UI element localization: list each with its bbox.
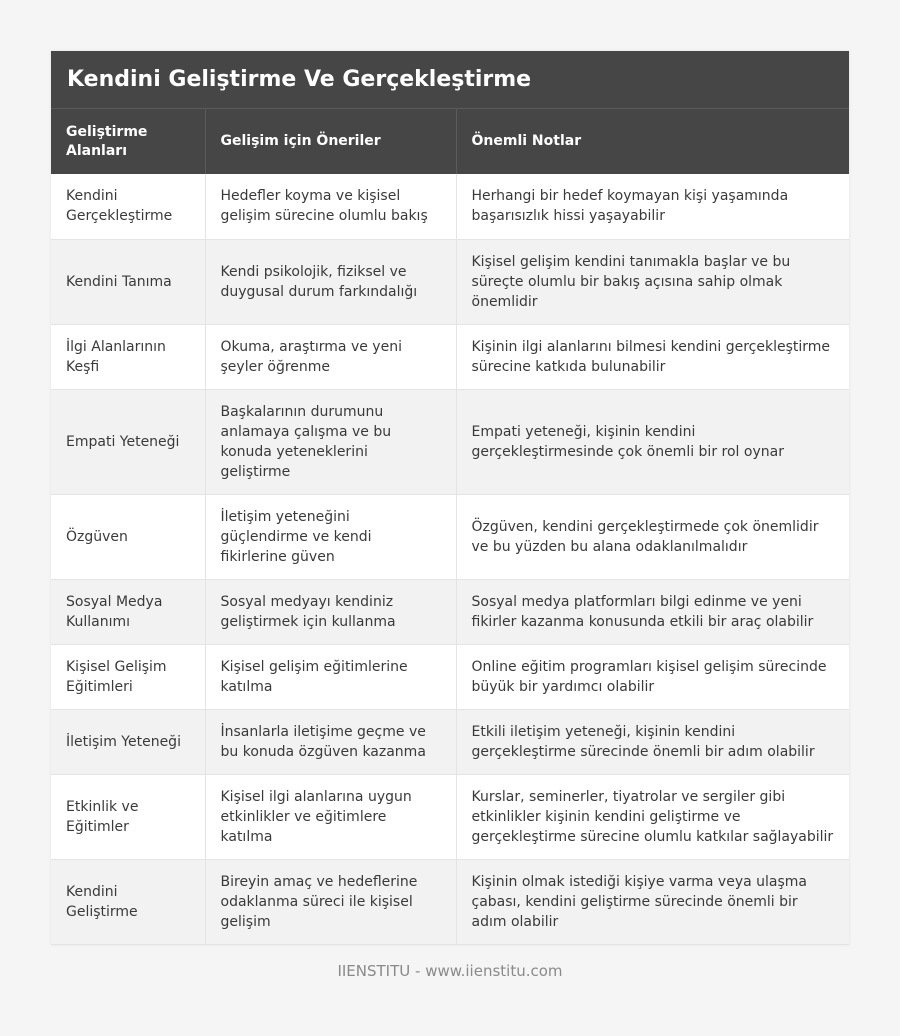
table-row [51,774,849,859]
table-row [51,644,849,709]
footer-credit: IIENSTITU - www.iienstitu.com [337,962,563,980]
cell-suggestion: İletişim yeteneğini güçlendirme ve kendi fikirlerine güven [205,494,456,579]
cell-suggestion: Hedefler koyma ve kişisel gelişim sürecine olumlu bakış [205,174,456,239]
cell-area: Sosyal Medya Kullanımı [51,579,205,644]
cell-suggestion: Kişisel gelişim eğitimlerine katılma [205,644,456,709]
cell-suggestion: Sosyal medyayı kendiniz geliştirmek için kullanma [205,579,456,644]
table-row [51,389,849,494]
cell-suggestion: Başkalarının durumunu anlamaya çalışma ve bu konuda yeteneklerini geliştirme [205,389,456,494]
header-row [51,109,849,174]
cell-suggestion: Kişisel ilgi alanlarına uygun etkinlikler ve eğitimlere katılma [205,774,456,859]
cell-note: Herhangi bir hedef koymayan kişi yaşamında başarısızlık hissi yaşayabilir [456,174,849,239]
cell-area: Kendini Geliştirme [51,859,205,944]
cell-area: Kendini Tanıma [51,239,205,324]
cell-suggestion: Okuma, araştırma ve yeni şeyler öğrenme [205,324,456,389]
cell-note: Özgüven, kendini gerçekleştirmede çok önemlidir ve bu yüzden bu alana odaklanılmalıdır [456,494,849,579]
table-row [51,709,849,774]
table-row [51,579,849,644]
cell-note: Kurslar, seminerler, tiyatrolar ve sergiler gibi etkinlikler kişinin kendini geliştirme ve gerçekleştirme sürecine olumlu katkılar sağlayabilir [456,774,849,859]
column-header-suggestions: Gelişim için Öneriler [205,109,456,174]
table-row [51,239,849,324]
cell-note: Kişinin olmak istediği kişiye varma veya ulaşma çabası, kendini geliştirme sürecinde önemli bir adım olabilir [456,859,849,944]
cell-area: Empati Yeteneği [51,389,205,494]
cell-suggestion: Kendi psikolojik, fiziksel ve duygusal durum farkındalığı [205,239,456,324]
table-row [51,174,849,239]
cell-area: Kendini Gerçekleştirme [51,174,205,239]
cell-area: İletişim Yeteneği [51,709,205,774]
table-row [51,494,849,579]
table-row [51,859,849,944]
cell-area: Özgüven [51,494,205,579]
data-table [51,109,849,945]
cell-note: Kişisel gelişim kendini tanımakla başlar ve bu süreçte olumlu bir bakış açısına sahip olmak önemlidir [456,239,849,324]
cell-note: Sosyal medya platformları bilgi edinme ve yeni fikirler kazanma konusunda etkili bir araç olabilir [456,579,849,644]
cell-note: Etkili iletişim yeteneği, kişinin kendini gerçekleştirme sürecinde önemli bir adım olabilir [456,709,849,774]
cell-suggestion: Bireyin amaç ve hedeflerine odaklanma süreci ile kişisel gelişim [205,859,456,944]
cell-note: Online eğitim programları kişisel gelişim sürecinde büyük bir yardımcı olabilir [456,644,849,709]
table-title: Kendini Geliştirme Ve Gerçekleştirme [51,51,849,109]
cell-suggestion: İnsanlarla iletişime geçme ve bu konuda özgüven kazanma [205,709,456,774]
cell-area: Etkinlik ve Eğitimler [51,774,205,859]
table-card [51,51,849,945]
column-header-notes: Önemli Notlar [456,109,849,174]
cell-note: Empati yeteneği, kişinin kendini gerçekleştirmesinde çok önemli bir rol oynar [456,389,849,494]
column-header-areas: Geliştirme Alanları [51,109,205,174]
cell-area: İlgi Alanlarının Keşfi [51,324,205,389]
cell-note: Kişinin ilgi alanlarını bilmesi kendini gerçekleştirme sürecine katkıda bulunabilir [456,324,849,389]
cell-area: Kişisel Gelişim Eğitimleri [51,644,205,709]
table-row [51,324,849,389]
